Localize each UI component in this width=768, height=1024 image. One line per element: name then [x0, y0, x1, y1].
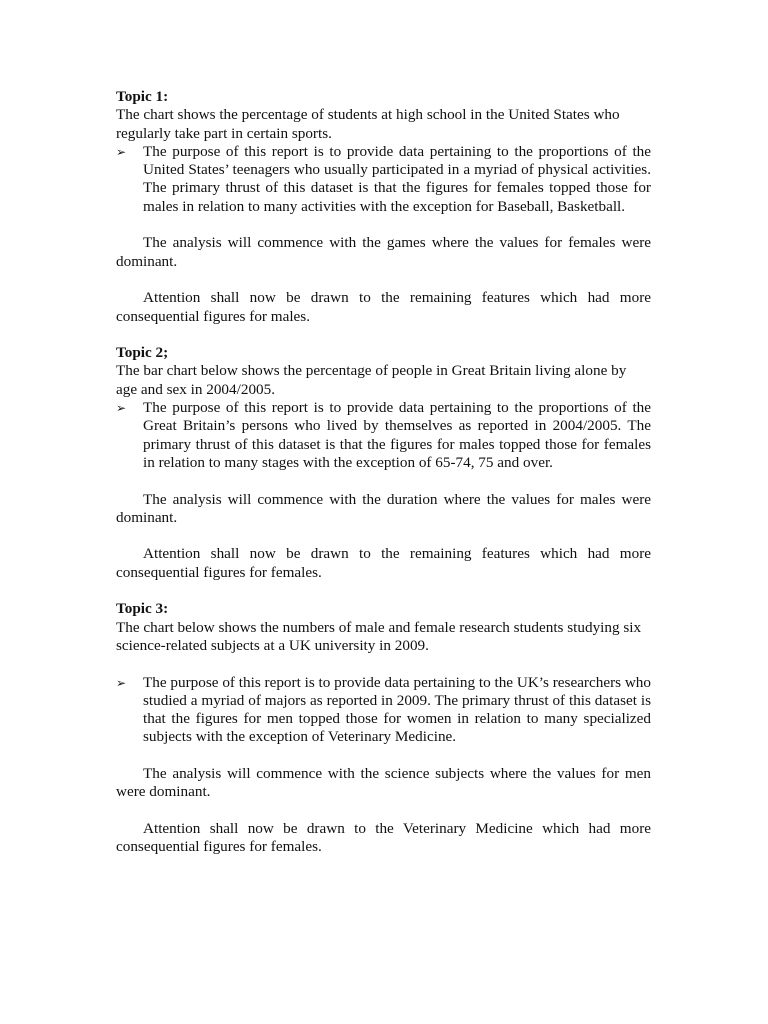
- arrowhead-bullet-icon: ➢: [116, 144, 127, 159]
- attention-paragraph: Attention shall now be drawn to the remaining features which had more consequential figures for females.: [116, 545, 651, 581]
- topic-intro: The chart shows the percentage of students at high school in the United States who regularly take part in certain sports.: [116, 106, 620, 142]
- bullet-point: [116, 143, 651, 216]
- document-page: [116, 88, 651, 856]
- topic-intro: The bar chart below shows the percentage of people in Great Britain living alone by age and sex in 2004/2005.: [116, 362, 627, 398]
- bullet-text: The purpose of this report is to provide data pertaining to the proportions of the Great Britain’s persons who lived by themselves as reported in 2004/2005. The primary thrust of this dataset is that the figures for males topped those for females in relation to many stages with the exception of 65-74, 75 and over.: [143, 399, 651, 471]
- topic-title: Topic 2;: [116, 344, 169, 362]
- topic-title: Topic 3:: [116, 600, 169, 618]
- analysis-paragraph: The analysis will commence with the games where the values for females were dominant.: [116, 234, 651, 270]
- analysis-paragraph: The analysis will commence with the science subjects where the values for men were dominant.: [116, 764, 651, 801]
- arrowhead-bullet-icon: ➢: [116, 401, 127, 416]
- arrowhead-bullet-icon: ➢: [116, 675, 127, 690]
- topic-title: Topic 1:: [116, 88, 169, 105]
- attention-paragraph: Attention shall now be drawn to the Veterinary Medicine which had more consequential figures for females.: [116, 819, 651, 856]
- bullet-text: The purpose of this report is to provide data pertaining to the proportions of the United States’ teenagers who usually participated in a myriad of physical activities. The primary thrust of this dataset is that the figures for females topped those for males in relation to many activities with the exception for Baseball, Basketball.: [143, 142, 651, 215]
- bullet-point: [116, 674, 651, 747]
- topic-intro: The chart below shows the numbers of male and female research students studying six science-related subjects at a UK university in 2009.: [116, 618, 642, 654]
- bullet-point: [116, 399, 651, 472]
- topic-3: [116, 600, 651, 856]
- topic-2: [116, 344, 651, 582]
- analysis-paragraph: The analysis will commence with the duration where the values for males were dominant.: [116, 490, 651, 526]
- attention-paragraph: Attention shall now be drawn to the remaining features which had more consequential figures for males.: [116, 289, 651, 325]
- topic-1: [116, 88, 651, 326]
- bullet-text: The purpose of this report is to provide data pertaining to the UK’s researchers who studied a myriad of majors as reported in 2009. The primary thrust of this dataset is that the figures for men topped those for women in relation to many specialized subjects with the exception of Veterinary Medicine.: [143, 673, 651, 746]
